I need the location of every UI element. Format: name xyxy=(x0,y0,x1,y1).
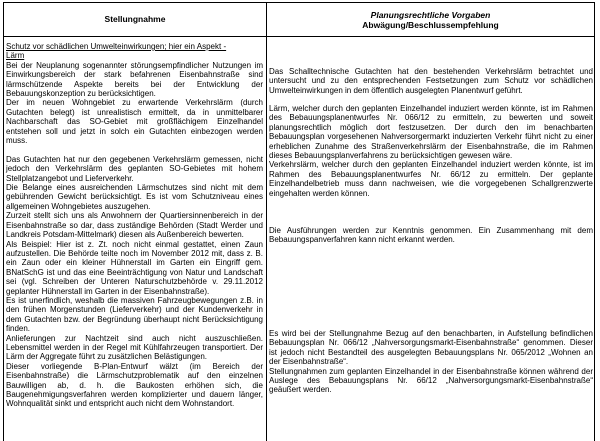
statement-paragraph: Dieser vorliegende B-Plan-Entwurf wälzt (im Bereich der Eisenbahnstraße) die Lärmschutzproblematik auf den einzelnen Bauwilligen ab, d. h. die Baukosten erhöhen sich, die Baugenehmigungsverfahren werden komplizierter und dauern länger, Wohnqualität sinkt und entspricht auch nicht dem Wohnstandort. xyxy=(6,361,263,409)
statement-paragraph: Der im neuen Wohngebiet zu erwartende Verkehrslärm (durch Gutachten belegt) ist unrealistisch ermittelt, da in unmittelbarer Nachbarschaft das SO-Gebiet mit großflächigem Einzelhandel entstehen soll und jetzt in solch ein Gutachten einbezogen werden muss. xyxy=(6,98,263,146)
statement-paragraph: Als Beispiel: Hier ist z. Zt. noch nicht einmal gestattet, einen Zaun aufzustellen. Die Behörde teilte noch im November 2012 mit, dass z. B. ein Zaun oder ein kleiner Hühnerstall im Garten ein Eingriff gem. BNatSchG ist und das eine Beeinträchtigung von Natur und Landschaft sei (vgl. Schreiben der Unteren Naturschutzbehörde v. 29.11.2012 geplanter Hühnerstall im Garten in der Eisenbahnstraße). xyxy=(6,239,263,296)
section-heading-2: Lärm xyxy=(6,51,25,61)
response-text: Das Schalltechnische Gutachten hat den bestehenden Verkehrslärm betrachtet und untersucht und zu den entsprechenden Festsetzungen zum Schutz vor schädlichen Umwelteinwirkungen in dem öffentlich ausgelegten Planentwurf geführt. xyxy=(269,67,593,95)
comment-table xyxy=(3,2,595,441)
header-stellungnahme xyxy=(4,3,266,36)
section-heading-1: Schutz vor schädlichen Umwelteinwirkungen; hier ein Aspekt - xyxy=(6,42,227,51)
header-right-title-1: Planungsrechtliche Vorgaben xyxy=(370,9,491,20)
statement-paragraph: Es ist unerfindlich, weshalb die massiven Fahrzeugbewegungen z.B. in den frühen Morgenstunden (Lieferverkehr) und der Kundenverkehr in dem Gutachten bzw. der Begründung überhaupt nicht Berücksichtigung finden. xyxy=(6,295,263,334)
response-paragraph-2 xyxy=(269,104,593,198)
response-text: Verkehrslärm, welcher durch den geplanten Einzelhandel induziert werden könnte, ist im Rahmen des Bebauungsplanentwurfes Nr. 66/12 zu ermitteln. Der geplante Einzelhandelbetrieb muss dann nachweisen, wie die vorgegebenen Schallgrenzwerte eingehalten werden können. xyxy=(269,160,593,198)
statement-column xyxy=(6,42,263,409)
statement-paragraph: Die Belange eines ausreichenden Lärmschutzes sind nicht mit dem gebührenden Gewicht berücksichtigt. Es ist vom Schutzniveau eines allgemeinen Wohngebietes auszugehen. xyxy=(6,183,263,211)
statement-paragraph: Zurzeit stellt sich uns als Anwohnern der Quartiersinnenbereich in der Eisenbahnstraße so dar, dass zuständige Behörden (Stadt Werder und Landkreis Potsdam-Mittelmark) diesen als Außenbereich bewerten. xyxy=(6,211,263,240)
response-text: Stellungnahmen zum geplanten Einzelhandel in der Eisenbahnstraße können während der Auslege des Bebauungsplans Nr. 66/12 „Nahversorgungsmarkt-Eisenbahnstraße“ geäußert werden. xyxy=(269,366,593,395)
response-text: Es wird bei der Stellungnahme Bezug auf den benachbarten, in Aufstellung befindlichen Bebauungsplan Nr. 066/12 „Nahversorgungsmarkt-Eisenbahnstraße“ genommen. Dieser ist jedoch nicht Bestandteil des ausgelegten Bebauungsplans Nr. 065/2012 „Wohnen an der Eisenbahnstraße“. xyxy=(269,329,593,367)
header-abwaegung xyxy=(267,3,594,36)
column-divider xyxy=(266,3,267,441)
response-paragraph-3 xyxy=(269,226,593,245)
statement-paragraph: Bei der Neuplanung sogenannter störungsempfindlicher Nutzungen im Einwirkungsbereich der stark befahrenen Eisenbahnstraße sind lärmschützende Aspekte bereits bei der Entwicklung der Bebauungskonzeption zu berücksichtigen. xyxy=(6,60,263,99)
paragraph-gap xyxy=(6,145,263,154)
header-divider xyxy=(4,36,594,37)
statement-paragraph: Das Gutachten hat nur den gegebenen Verkehrslärm gemessen, nicht jedoch den Verkehrslärm des geplanten SO-Gebietes mit hohem Stellplatzangebot und Lieferverkehr. xyxy=(6,154,263,183)
response-text: Die Ausführungen werden zur Kenntnis genommen. Ein Zusammenhang mit dem Bebauungspanverfahren kann nicht erkannt werden. xyxy=(269,226,593,245)
response-paragraph-1 xyxy=(269,67,593,95)
header-right-title-2: Abwägung/Beschlussempfehlung xyxy=(362,19,499,30)
statement-paragraph: Anlieferungen zur Nachtzeit sind auch nicht auszuschließen. Lebensmittel werden in der Regel mit Kühlfahrzeugen transportiert. Der Lärm der Aggregate führt zu zusätzlichen Belästigungen. xyxy=(6,333,263,362)
response-text: Lärm, welcher durch den geplanten Einzelhandel induziert werden könnte, ist im Rahmen des Bebauungsplanentwurfes Nr. 066/12 zu ermitteln, zu bewerten und soweit planungsrechtlich möglich dort festzusetzen. Der durch den im benachbarten Bebauungsplan vorgesehenen Nahversorgermarkt induzierten Verkehr führt nicht zu einer erheblichen Zunahme des Straßenverkehrslärm der Eisenbahnstraße, die im Rahmen dieses Bebauungsplanverfahrens zu berücksichtigen gewesen wäre. xyxy=(269,104,593,161)
response-paragraph-4 xyxy=(269,329,593,395)
header-left-title: Stellungnahme xyxy=(104,13,166,24)
